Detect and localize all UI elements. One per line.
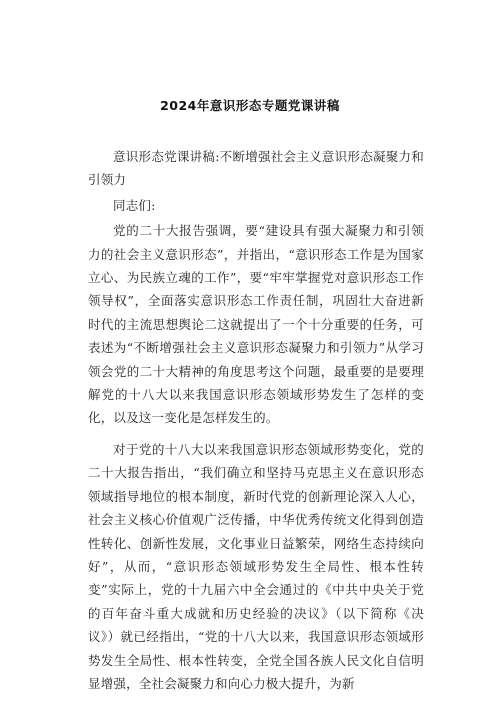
paragraph-2: 对于党的十八大以来我国意识形态领域形势变化，党的二十大报告指出，“我们确立和坚持马克思主义在意识形态领域指导地位的根本制度，新时代党的创新理论深入人心，社会主义核心价值观广泛传播，中华优秀传统文化得到创造性转化、创新性发展，文化事业日益繁荣，网络生态持续向好”，从而，“意识形态领域形势发生全局性、根本性转变”实际上，党的十九届六中全会通过的《中共中央关于党的百年奋斗重大成就和历史经验的决议》（以下简称《决议》）就已经指出，“党的十八大以来，我国意识形态领域形势发生全局性、根本性转变，全党全国各族人民文化自信明显增强，全社会凝聚力和向心力极大提升，为新 [88,441,424,691]
greeting: 同志们: [113,197,156,213]
document-body [88,145,424,695]
document-title: 2024年意识形态专题党课讲稿 [160,98,340,113]
paragraph-1: 党的二十大报告强调，要“建设具有强大凝聚力和引领力的社会主义意识形态”，并指出，“意识形态工作是为国家立心、为民族立魂的工作”，要“牢牢掌握党对意识形态工作领导权”，全面落实意识形态工作责任制，巩固壮大奋进新时代的主流思想舆论二这就提出了一个十分重要的任务，可表述为“不断增强社会主义意识形态凝聚力和引领力”从学习领会党的二十大精神的角度思考这个问题，最重要的是要理解党的十八大以来我国意识形态领域形势发生了怎样的变化，以及这一变化是怎样发生的。 [88,223,424,426]
document-subtitle: 意识形态党课讲稿:不断增强社会主义意识形态凝聚力和引领力 [88,149,424,188]
